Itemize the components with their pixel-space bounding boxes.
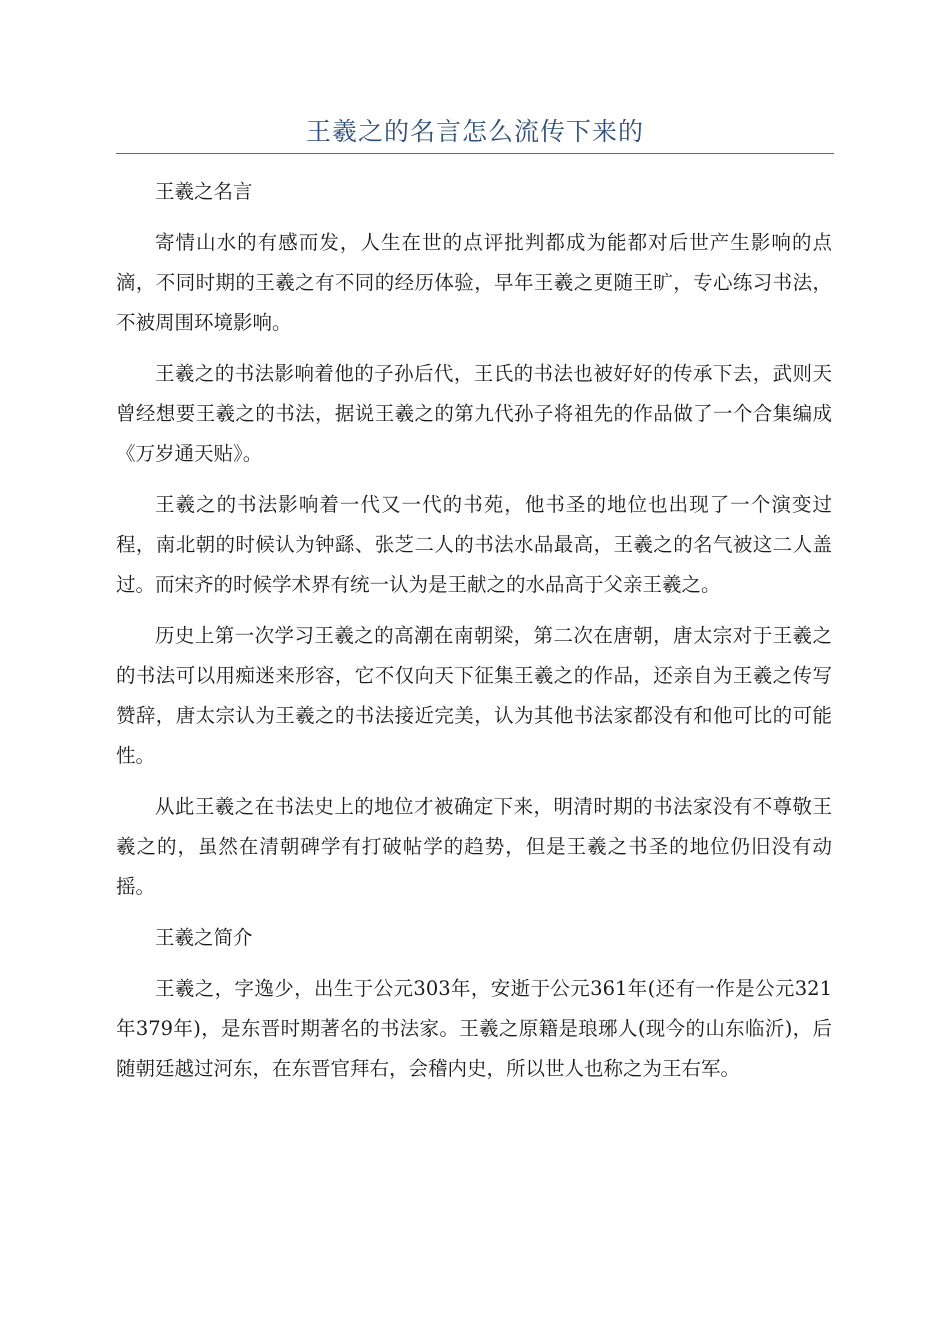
body-paragraph: 历史上第一次学习王羲之的高潮在南朝梁，第二次在唐朝，唐太宗对于王羲之的书法可以用痴迷来形容，它不仅向天下征集王羲之的作品，还亲自为王羲之传写赞辞，唐太宗认为王羲之的书法接近完美，认为其他书法家都没有和他可比的可能性。 <box>116 624 832 767</box>
section-heading-biography: 王羲之简介 <box>155 926 253 949</box>
body-paragraph: 从此王羲之在书法史上的地位才被确定下来，明清时期的书法家没有不尊敬王羲之的，虽然在清朝碑学有打破帖学的趋势，但是王羲之书圣的地位仍旧没有动摇。 <box>116 795 832 898</box>
document-title: 王羲之的名言怎么流传下来的 <box>305 117 644 146</box>
document-body <box>116 172 832 1100</box>
body-paragraph: 王羲之的书法影响着一代又一代的书苑，他书圣的地位也出现了一个演变过程，南北朝的时候认为钟繇、张芝二人的书法水品最高，王羲之的名气被这二人盖过。而宋齐的时候学术界有统一认为是王献之的水品高于父亲王羲之。 <box>116 493 832 596</box>
title-underline <box>116 153 834 154</box>
section-heading-quotes: 王羲之名言 <box>155 180 253 203</box>
body-paragraph: 寄情山水的有感而发，人生在世的点评批判都成为能都对后世产生影响的点滴，不同时期的王羲之有不同的经历体验，早年王羲之更随王旷，专心练习书法，不被周围环境影响。 <box>116 231 832 334</box>
body-paragraph: 王羲之的书法影响着他的子孙后代，王氏的书法也被好好的传承下去，武则天曾经想要王羲之的书法，据说王羲之的第九代孙子将祖先的作品做了一个合集编成《万岁通天贴》。 <box>116 362 832 465</box>
body-paragraph: 王羲之，字逸少，出生于公元303年，安逝于公元361年(还有一作是公元321年379年)，是东晋时期著名的书法家。王羲之原籍是琅琊人(现今的山东临沂)，后随朝廷越过河东，在东晋官拜右，会稽内史，所以世人也称之为王右军。 <box>116 977 832 1080</box>
